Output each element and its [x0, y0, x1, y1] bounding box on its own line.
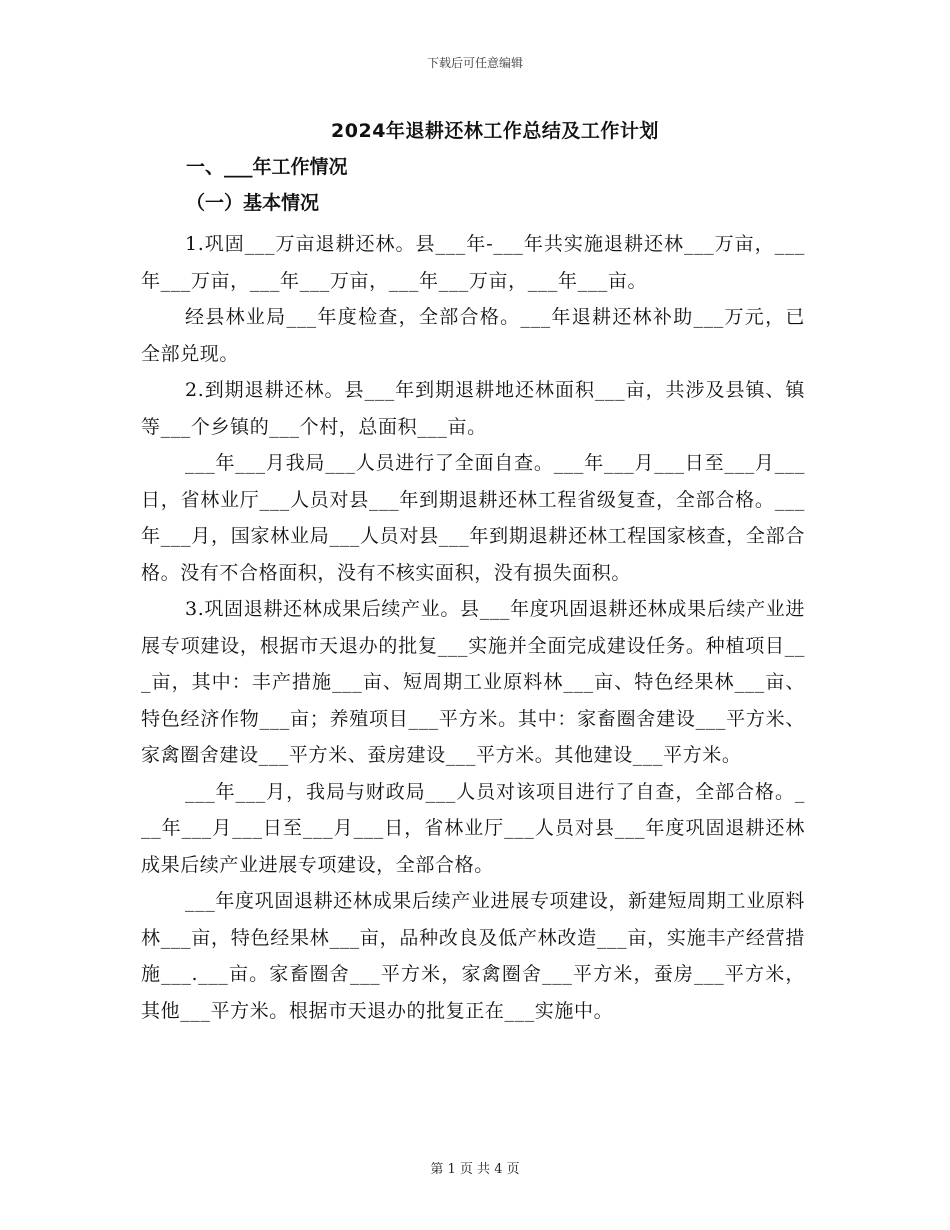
paragraph-5: 3.巩固退耕还林成果后续产业。县___年度巩固退耕还林成果后续产业进展专项建设，根据市天退办的批复___实施并全面完成建设任务。种植项目___亩，其中：丰产措施___亩、短周期工业原料林___亩、特色经果林___亩、特色经济作物___亩；养殖项目___平方米。其中：家畜圈舍建设___平方米、家禽圈舍建设___平方米、蚕房建设___平方米。其他建设___平方米。 [141, 598, 805, 766]
paragraph-4: ___年___月我局___人员进行了全面自查。___年___月___日至___月___日，省林业厅___人员对县___年到期退耕还林工程省级复查，全部合格。___年___月，国家林业局___人员对县___年到期退耕还林工程国家核查，全部合格。没有不合格面积，没有不核实面积，没有损失面积。 [141, 452, 805, 584]
paragraph-1: 1.巩固___万亩退耕还林。县___年-___年共实施退耕还林___万亩，___年___万亩，___年___万亩，___年___万亩，___年___亩。 [141, 233, 805, 292]
paragraph-2: 经县林业局___年度检查，全部合格。___年退耕还林补助___万元，已全部兑现。 [141, 306, 805, 365]
document-body [141, 226, 805, 1029]
paragraph-7: ___年度巩固退耕还林成果后续产业进展专项建设，新建短周期工业原料林___亩，特色经果林___亩，品种改良及低产林改造___亩，实施丰产经营措施___.___亩。家畜圈舍___平方米，家禽圈舍___平方米，蚕房___平方米，其他___平方米。根据市天退办的批复正在___实施中。 [141, 890, 805, 1022]
header-note: 下载后可任意编辑 [426, 56, 523, 70]
page-footer: 第 1 页 共 4 页 [430, 1162, 520, 1177]
paragraph-3: 2.到期退耕还林。县___年到期退耕地还林面积___亩，共涉及县镇、镇等___个乡镇的___个村，总面积___亩。 [141, 379, 805, 438]
section-heading: 一、___年工作情况 [186, 156, 348, 178]
subsection-heading: （一）基本情况 [186, 192, 320, 214]
paragraph-6: ___年___月，我局与财政局___人员对该项目进行了自查，全部合格。___年___月___日至___月___日，省林业厅___人员对县___年度巩固退耕还林成果后续产业进展专项建设，全部合格。 [141, 780, 805, 876]
document-title: 2024年退耕还林工作总结及工作计划 [331, 120, 659, 142]
